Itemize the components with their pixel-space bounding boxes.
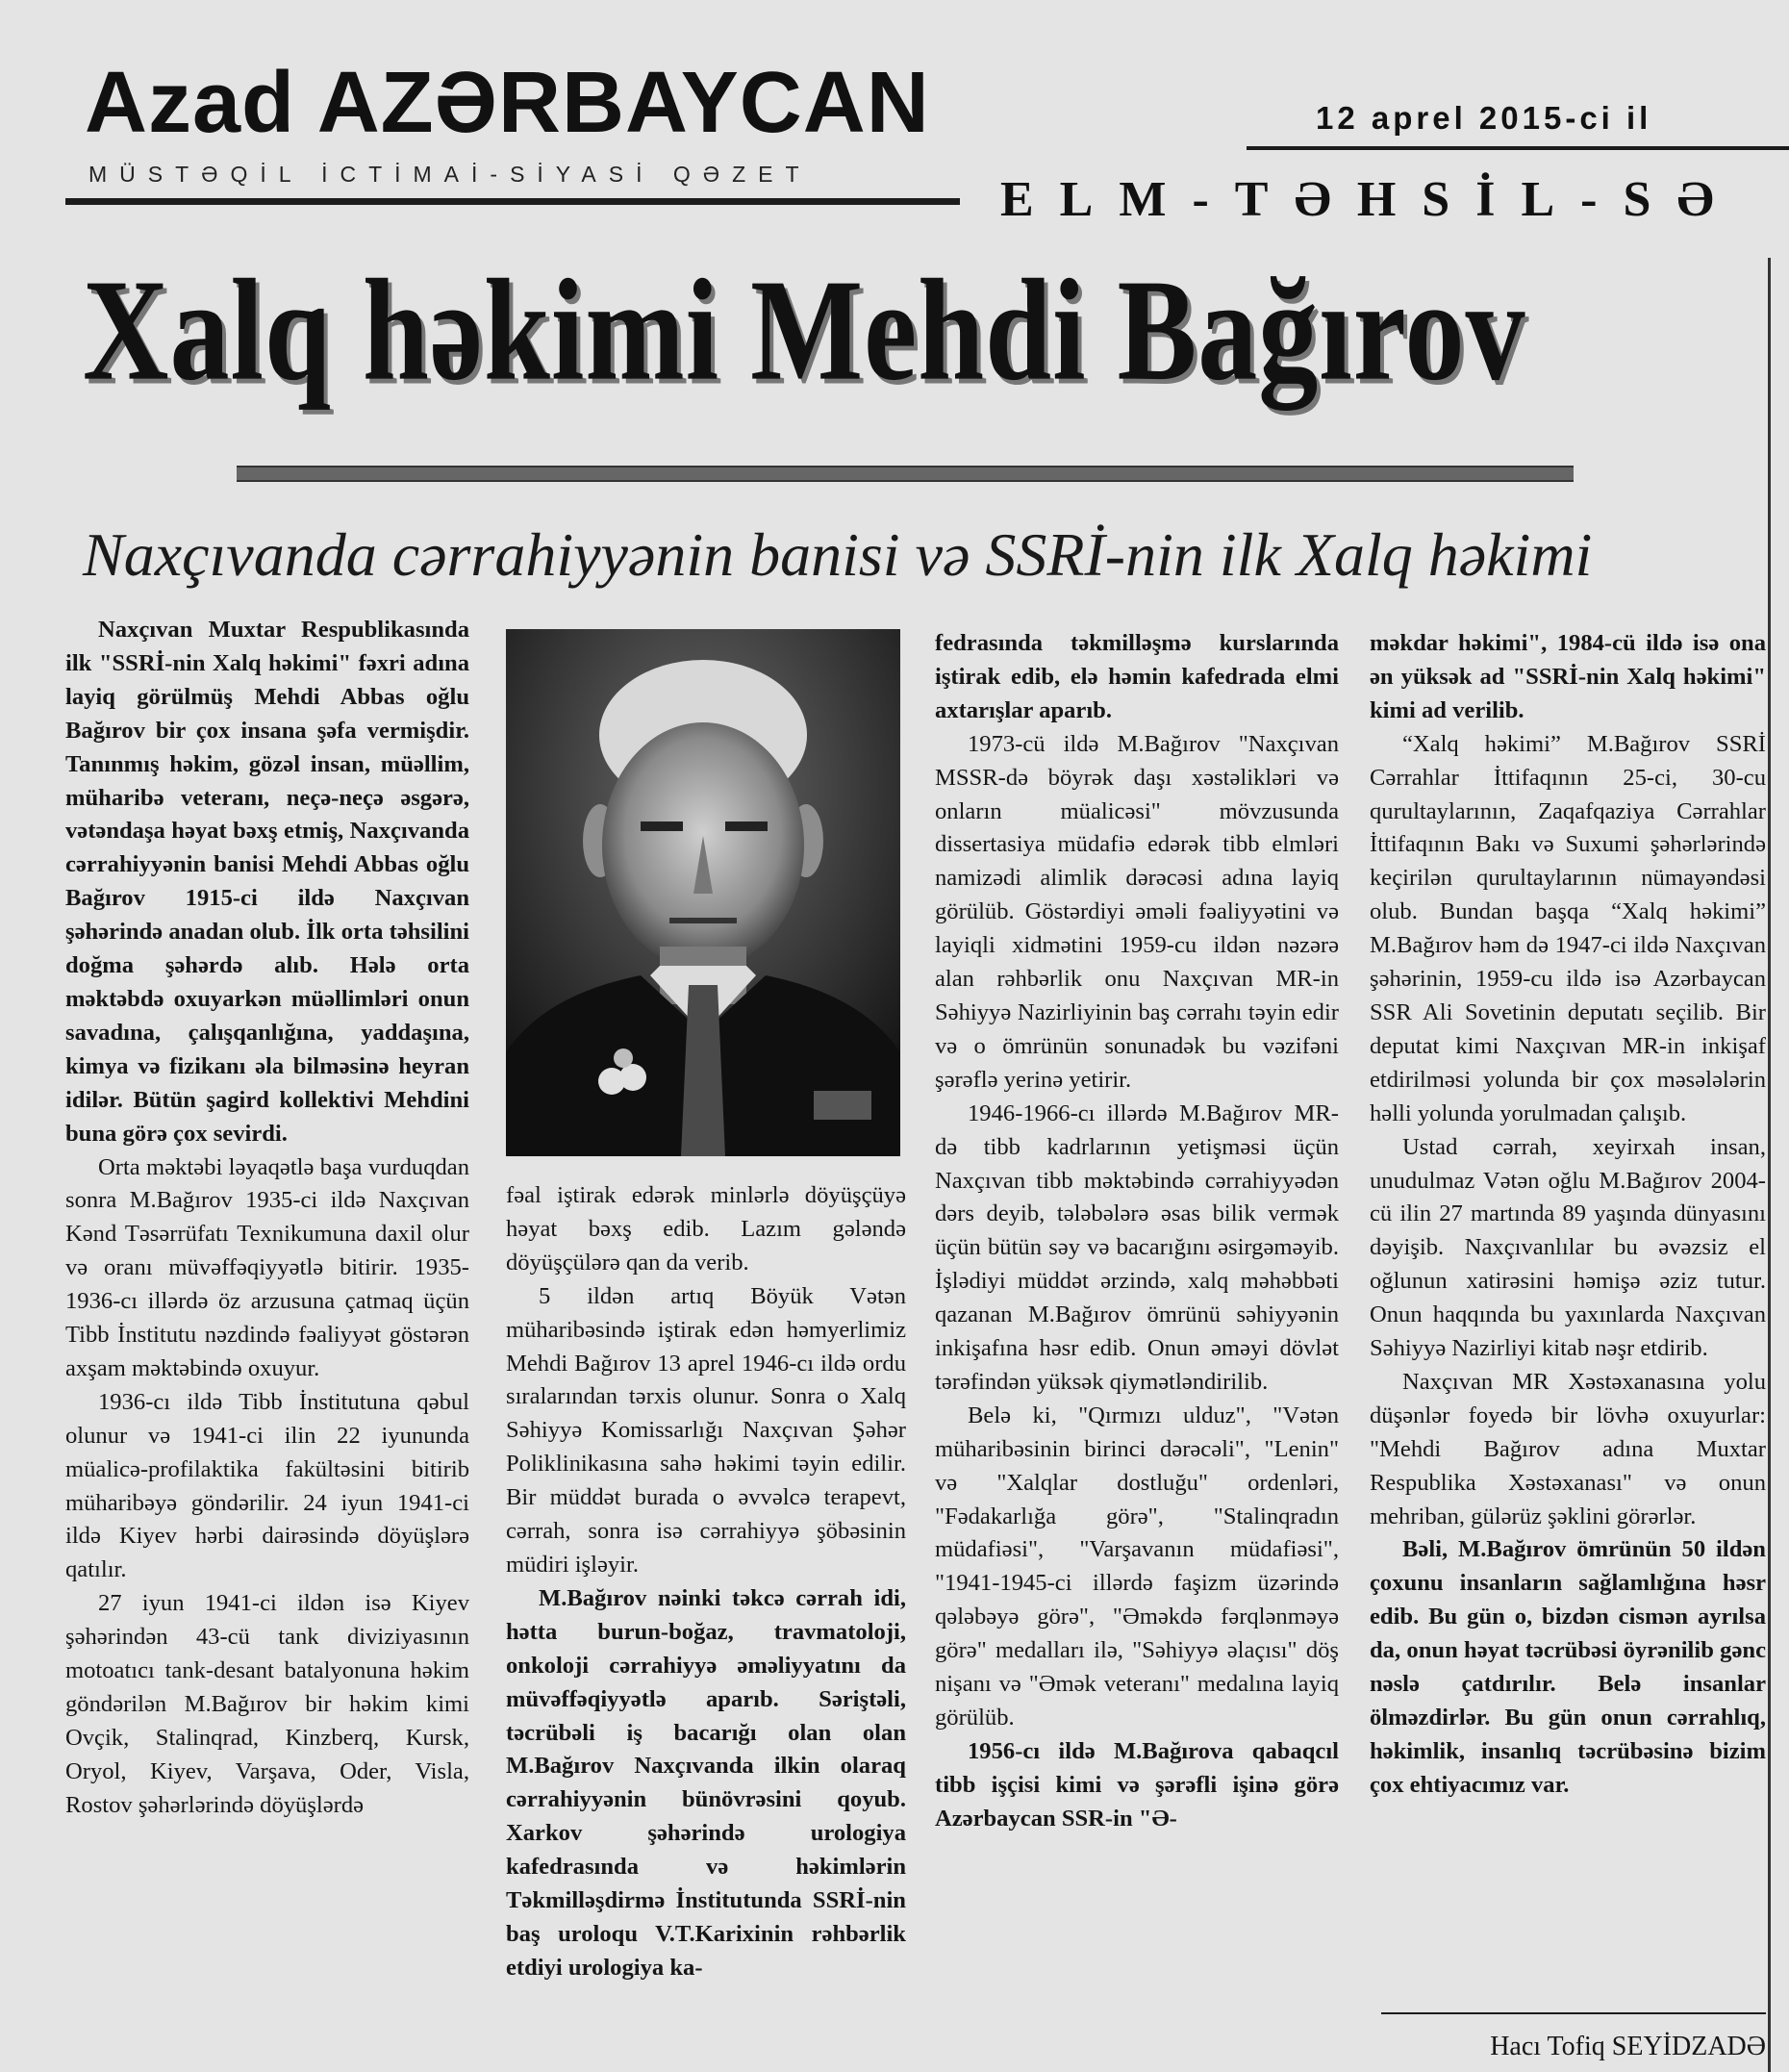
paragraph: fəal iştirak edərək minlərlə döyüşçüyə həyat bəxş edib. Lazım gələndə döyüşçülərə qan da verib. xyxy=(506,1182,906,1276)
newspaper-tagline: MÜSTƏQİL İCTİMAİ-SİYASİ QƏZET xyxy=(88,162,812,187)
dateline-rule xyxy=(1247,146,1789,150)
paragraph: Orta məktəbi ləyaqətlə başa vurduqdan sonra M.Bağırov 1935-ci ildə Naxçıvan Kənd Təsərrüfatı Texnikumuna daxil olur və oranı müvəffəqiyyətlə bitirir. 1935-1936-cı illərdə öz arzusuna çatmaq üçün Tibb İnstitutu nəzdində fəaliyyət göstərən axşam məktəbində oxuyur. xyxy=(65,1153,469,1381)
paragraph: “Xalq həkimi” M.Bağırov SSRİ Cərrahlar İttifaqının 25-ci, 30-cu qurultaylarının, Zaqafqaziya Cərrahlar İttifaqının Bakı və Suxumi şəhərlərində keçirilən qurultaylarının nümayəndəsi olub. Bundan başqa “Xalq həkimi” M.Bağırov həm də 1947-ci ildə Naxçıvan şəhərinin, 1959-cu ildə isə Azərbaycan SSR Ali Sovetinin deputatı seçilib. Bir deputat kimi Naxçıvan MR-in inkişaf etdirilməsi yolunda bir çox məsələlərin həlli yolunda yorulmadan çalışıb. xyxy=(1370,730,1766,1126)
paragraph: 1936-cı ildə Tibb İnstitutuna qəbul olunur və 1941-ci ilin 22 iyununda müalicə-profilaktika fakültəsini bitirib müharibəyə göndərilir. 24 iyun 1941-ci ildə Kiyev hərbi dairəsində döyüşlərə qatılır. xyxy=(65,1388,469,1583)
signature-rule xyxy=(1381,2012,1766,2014)
paragraph: M.Bağırov nəinki təkcə cərrah idi, hətta burun-boğaz, travmatoloji, onkoloji cərrahiyyə əməliyyatını da müvəffəqiyyətlə aparıb. Səriştəli, təcrübəli iş bacarığı olan olan M.Bağırov Naxçıvanda ilkin olaraq cərrahiyyənin bünövrəsini qoyub. Xarkov şəhərində urologiya kafedrasında və həkimlərin Təkmilləşdirmə İnstitutunda SSRİ-nin baş uroloqu V.T.Karixinin rəhbərlik etdiyi urologiya ka- xyxy=(506,1584,906,1981)
issue-date: 12 aprel 2015-ci il xyxy=(1316,100,1652,136)
portrait-photo xyxy=(506,629,900,1156)
right-column-rule xyxy=(1768,258,1771,2072)
portrait-photo-icon xyxy=(506,629,900,1156)
masthead-rule-left xyxy=(65,198,960,205)
article-author: Hacı Tofiq SEYİDZADƏ xyxy=(1490,2032,1766,2061)
paragraph: 5 ildən artıq Böyük Vətən müharibəsində iştirak edən həmyerlimiz Mehdi Bağırov 13 aprel 1946-cı ildə ordu sıralarından tərxis olunur. Sonra o Xalq Səhiyyə Komissarlığı Naxçıvan Şəhər Poliklinikasına sahə həkimi təyin edilir. Bir müddət burada o əvvəlcə terapevt, cərrah, sonra isə cərrahiyyə şöbəsinin müdiri işləyir. xyxy=(506,1282,906,1578)
section-label: ELM-TƏHSİL-SƏ xyxy=(1000,172,1740,227)
paragraph: 1946-1966-cı illərdə M.Bağırov MR-də tibb kadrlarının yetişməsi üçün Naxçıvan tibb məktəbində cərrahiyyədən dərs deyib, tələbələrə əsas bilik vermək üçün bütün səy və bacarığını əsirgəməyib. İşlədiyi müddət ərzində, xalq məhəbbəti qazanan M.Bağırov ömrünü səhiyyənin inkişafına həsr edib. Onun əməyi dövlət tərəfindən yüksək qiymətləndirilib. xyxy=(935,1099,1339,1395)
paragraph: məkdar həkimi", 1984-cü ildə isə ona ən yüksək ad "SSRİ-nin Xalq həkimi" kimi ad verilib. xyxy=(1370,630,1766,723)
article-column-4 xyxy=(1370,627,1766,1803)
newspaper-name: Azad AZƏRBAYCAN xyxy=(85,55,930,151)
article-column-2 xyxy=(506,1179,906,1985)
paragraph: 1956-cı ildə M.Bağırova qabaqcıl tibb işçisi kimi və şərəfli işinə görə Azərbaycan SSR-in "Ə- xyxy=(935,1737,1339,1832)
article-column-1 xyxy=(65,614,469,1823)
paragraph: Ustad cərrah, xeyirxah insan, unudulmaz Vətən oğlu M.Bağırov 2004-cü ilin 27 martında 89 yaşında dünyasını dəyişib. Naxçıvanlılar bu əvəzsiz el oğlunun xatirəsini həmişə əziz tutur. Onun haqqında bu yaxınlarda Naxçıvan Səhiyyə Nazirliyi kitab nəşr etdirib. xyxy=(1370,1133,1766,1362)
paragraph: fedrasında təkmilləşmə kurslarında iştirak edib, elə həmin kafedrada elmi axtarışlar aparıb. xyxy=(935,630,1339,723)
headline-underline xyxy=(237,466,1574,482)
article-subheadline: Naxçıvanda cərrahiyyənin banisi və SSRİ-nin ilk Xalq həkimi xyxy=(83,520,1593,589)
article-column-3 xyxy=(935,627,1339,1836)
paragraph: Naxçıvan MR Xəstəxanasına yolu düşənlər foyedə bir lövhə oxuyurlar: "Mehdi Bağırov adına Muxtar Respublika Xəstəxanası" və onun mehriban, gülərüz şəklini görərlər. xyxy=(1370,1368,1766,1529)
paragraph: Bəli, M.Bağırov ömrünün 50 ildən çoxunu insanların sağlamlığına həsr edib. Bu gün o, bizdən cismən ayrılsa da, onun həyat təcrübəsi öyrənilib gənc nəslə çatdırılır. Belə insanlar ölməzdirlər. Bu gün onun cərrahlıq, həkimlik, insanlıq təcrübəsinə bizim çox ehtiyacımız var. xyxy=(1370,1536,1766,1798)
paragraph: 1973-cü ildə M.Bağırov "Naxçıvan MSSR-də böyrək daşı xəstəlikləri və onların müalicəsi" mövzusunda dissertasiya müdafiə edərək tibb elmləri namizədi alimlik dərəcəsi adına layiq görülüb. Göstərdiyi əməli fəaliyyətini və layiqli xidmətini 1959-cu ildən nəzərə alan rəhbərlik onu Naxçıvan MR-in Səhiyyə Nazirliyinin baş cərrahı təyin edir və o ömrünün sonunadək bu vəzifəni şərəflə yerinə yetirir. xyxy=(935,730,1339,1093)
article-headline: Xalq həkimi Mehdi Bağırov xyxy=(83,249,1526,411)
paragraph: 27 iyun 1941-ci ildən isə Kiyev şəhərindən 43-cü tank diviziyasının motoatıcı tank-desant batalyonuna həkim göndərilən M.Bağırov bir həkim kimi Ovçik, Stalinqrad, Kinzberq, Kursk, Oryol, Kiyev, Varşava, Oder, Visla, Rostov şəhərlərində döyüşlərdə xyxy=(65,1590,469,1818)
paragraph: Naxçıvan Muxtar Respublikasında ilk "SSRİ-nin Xalq həkimi" fəxri adına layiq görülmüş Mehdi Abbas oğlu Bağırov bir çox insana şəfa vermişdir. Tanınmış həkim, gözəl insan, müəllim, müharibə veteranı, neçə-neçə əsgərə, vətəndaşa həyat bəxş etmiş, Naxçıvanda cərrahiyyənin banisi Mehdi Abbas oğlu Bağırov 1915-ci ildə Naxçıvan şəhərində anadan olub. İlk orta təhsilini doğma şəhərdə alıb. Hələ orta məktəbdə oxuyarkən müəllimləri onun savadına, çalışqanlığına, yaddaşına, kimya və fizikanı əla bilməsinə heyran idilər. Bütün şagird kollektivi Mehdini buna görə çox sevirdi. xyxy=(65,617,469,1147)
paragraph: Belə ki, "Qırmızı ulduz", "Vətən müharibəsinin birinci dərəcəli", "Lenin" və "Xalqlar dostluğu" ordenləri, "Fədakarlığa görə", "Stalinqradın müdafiəsi", "Varşavanın müdafiəsi", "1941-1945-ci illərdə faşizm üzərində qələbəyə görə", "Əməkdə fərqlənməyə görə" medalları ilə, "Səhiyyə əlaçısı" döş nişanı və "Əmək veteranı" medalına layiq görülüb. xyxy=(935,1402,1339,1731)
